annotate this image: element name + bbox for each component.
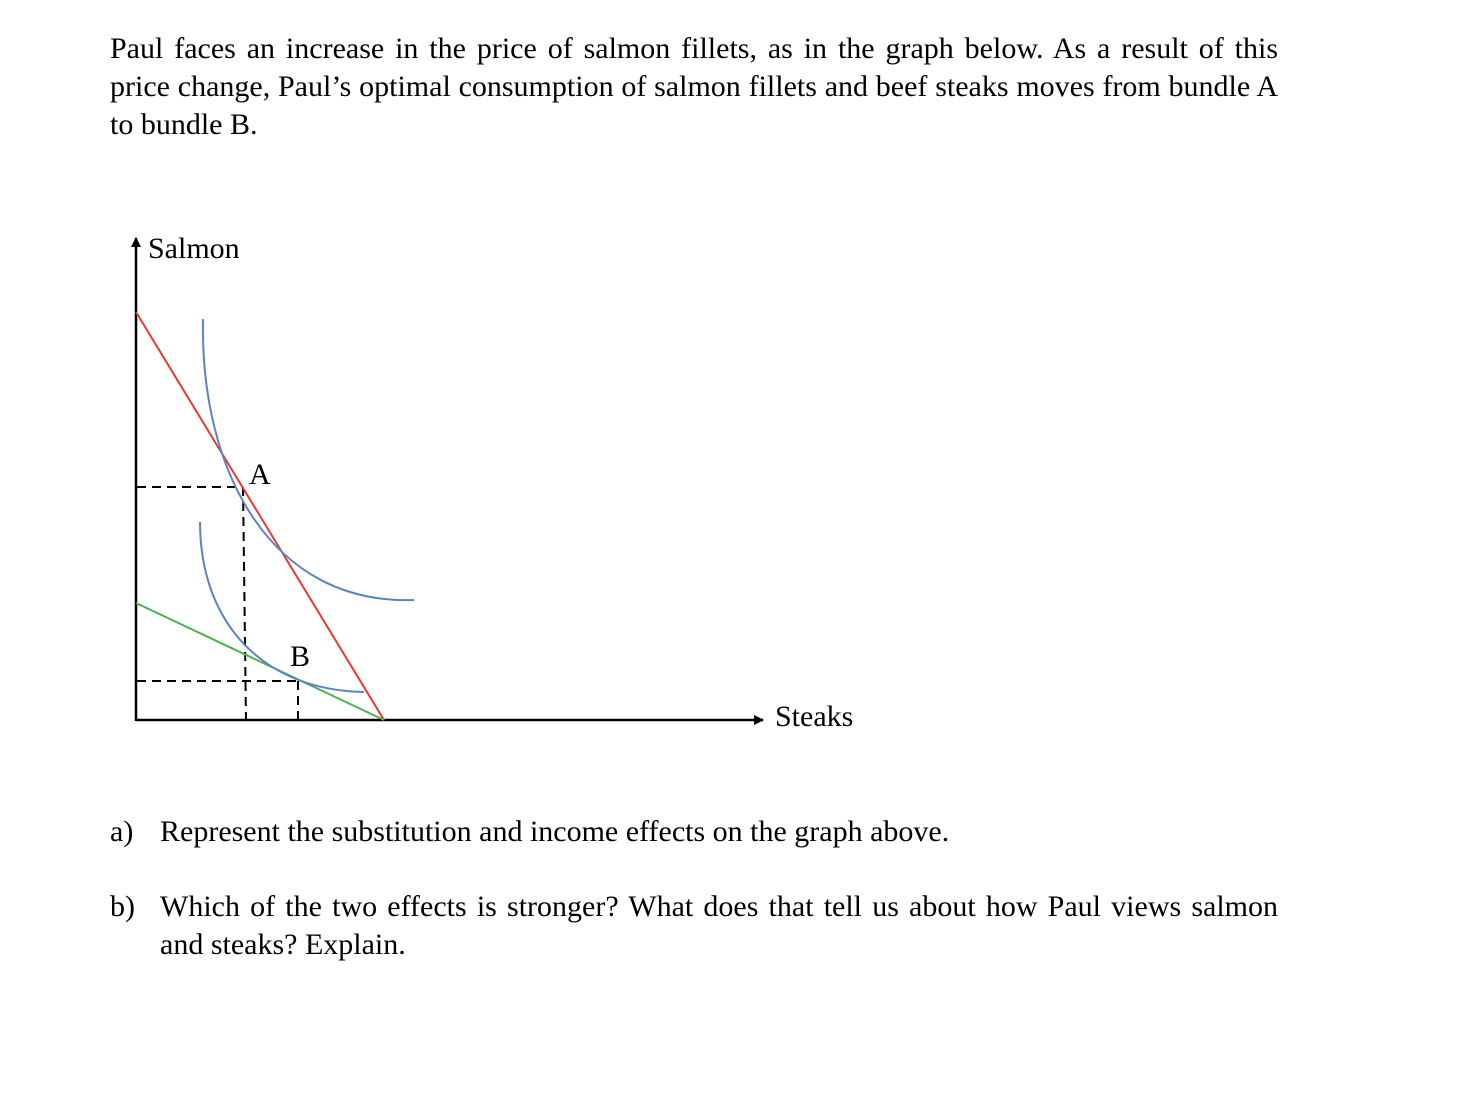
point-a-label: A (249, 458, 271, 491)
question-a-marker: a) (110, 815, 134, 848)
guide-a-vertical (243, 487, 246, 720)
indifference-curve-high (203, 319, 414, 600)
x-axis-label: Steaks (775, 700, 854, 733)
new-budget-line (136, 603, 384, 720)
question-b-text: Which of the two effects is stronger? What does that tell us about how Paul views salmon and steaks? Explain. (160, 890, 1278, 961)
question-a-text: Represent the substitution and income effects on the graph above. (160, 815, 950, 848)
intro-paragraph: Paul faces an increase in the price of salmon fillets, as in the graph below. As a result of this price change, Paul’s optimal consumption of salmon fillets and beef steaks moves from bundle A to bundle B. (110, 32, 1278, 141)
indifference-curve-low (200, 522, 364, 692)
point-b-label: B (290, 640, 311, 673)
y-axis-label: Salmon (148, 232, 240, 265)
question-a (110, 813, 1278, 851)
question-b-marker: b) (110, 890, 135, 923)
question-b (110, 888, 1278, 964)
